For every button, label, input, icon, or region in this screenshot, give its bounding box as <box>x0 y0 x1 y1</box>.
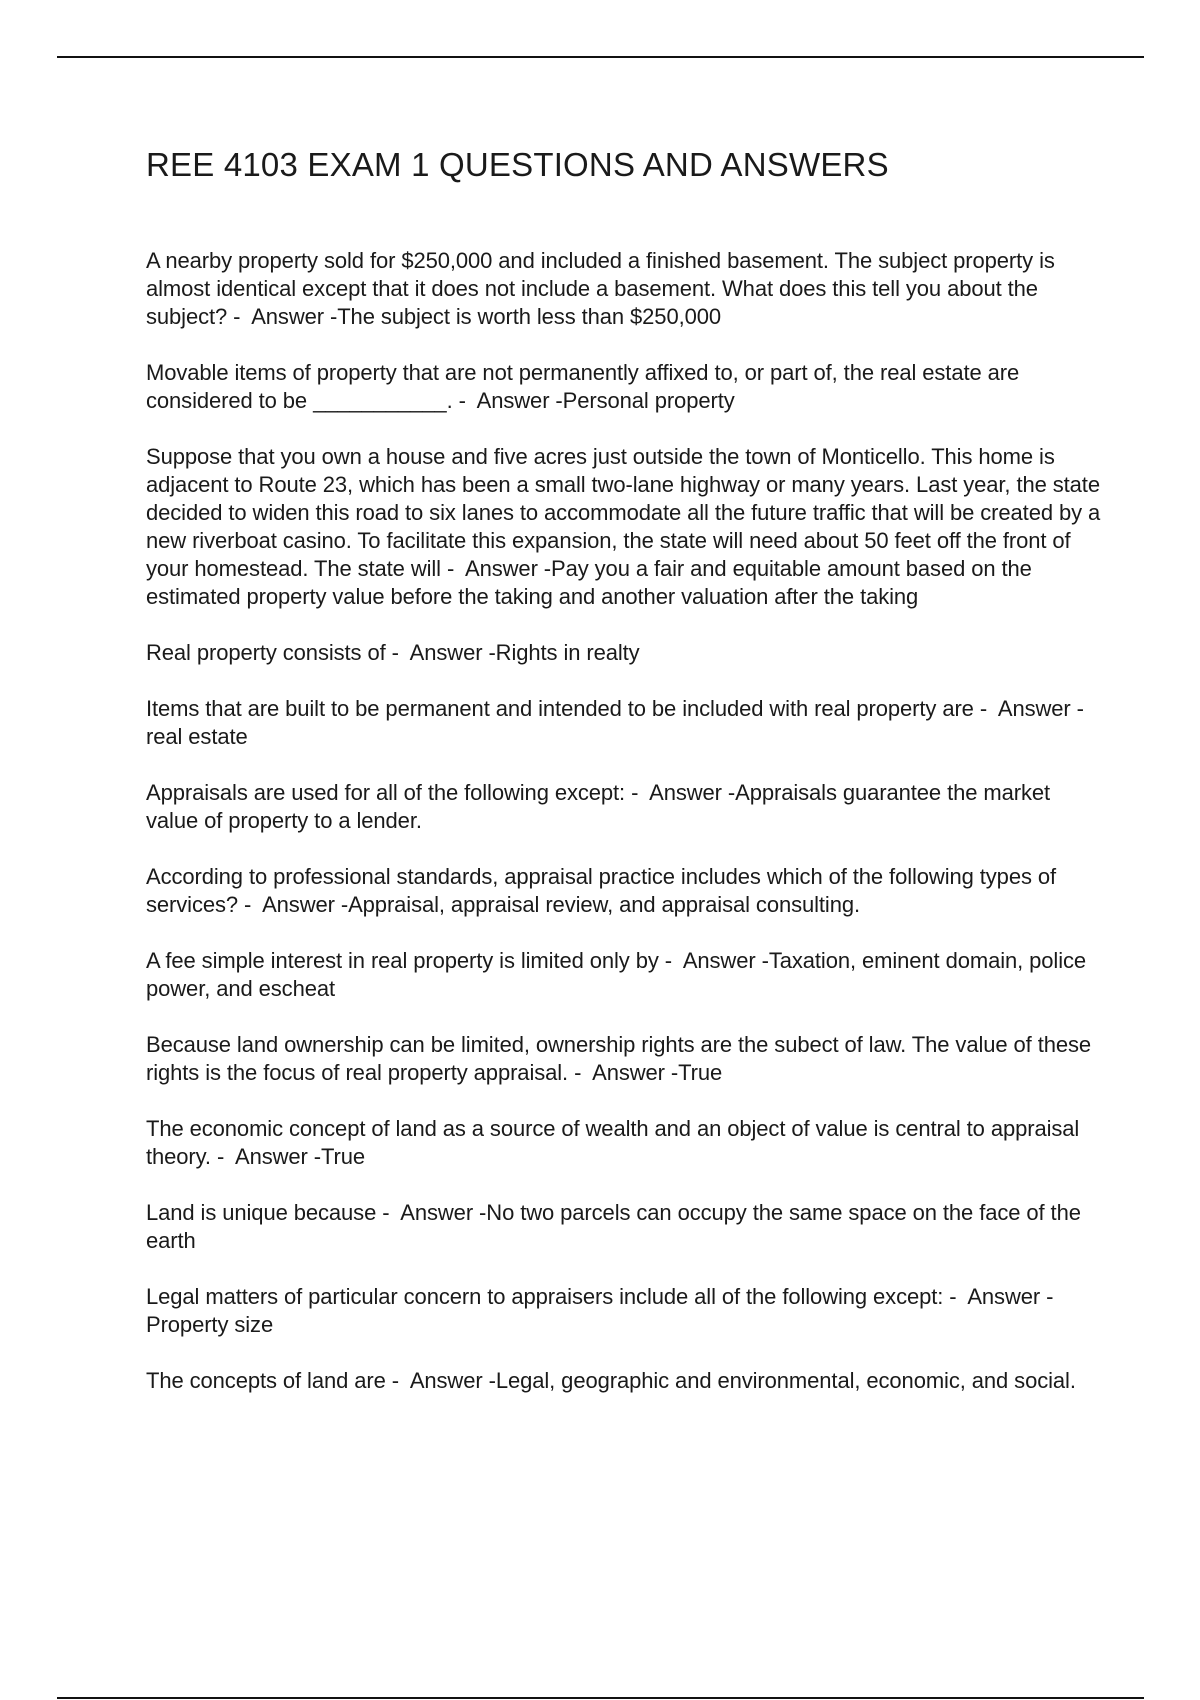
qa-separator: - <box>227 304 252 329</box>
answer-text: Property size <box>146 1312 274 1337</box>
document-title: REE 4103 EXAM 1 QUESTIONS AND ANSWERS <box>146 146 889 183</box>
qa-item <box>146 1283 1101 1339</box>
answer-text: True <box>321 1144 366 1169</box>
answer-text: Personal property <box>562 388 735 413</box>
qa-separator: - <box>238 892 263 917</box>
answer-text: real estate <box>146 724 248 749</box>
qa-item <box>146 947 1101 1003</box>
answer-label: Answer - <box>967 1284 1054 1309</box>
qa-item <box>146 863 1101 919</box>
qa-separator: - <box>943 1284 968 1309</box>
answer-label: Answer - <box>409 1368 496 1393</box>
question-text: Suppose that you own a house and five acres just outside the town of Monticello. This home is adjacent to Route 23, which has been a small two-lane highway or many years. Last year, the state decided to widen this road to six lanes to accommodate all the future traffic that will be created by a new riverboat casino. To facilitate this expansion, the state will need about 50 feet off the front of your homestead. The state will <box>146 444 1101 581</box>
answer-label: Answer - <box>251 304 338 329</box>
qa-item <box>146 1367 1101 1395</box>
qa-separator: - <box>385 1368 410 1393</box>
answer-label: Answer - <box>476 388 563 413</box>
qa-item <box>146 779 1101 835</box>
question-text: A fee simple interest in real property is limited only by <box>146 948 659 973</box>
qa-separator: - <box>440 556 466 581</box>
answer-label: Answer - <box>400 1200 487 1225</box>
qa-item <box>146 639 1101 667</box>
answer-text: Appraisals guarantee the market value of property to a lender. <box>146 780 1050 833</box>
answer-text: No two parcels can occupy the same space on the face of the earth <box>146 1200 1081 1253</box>
document-page <box>146 141 1101 1423</box>
answer-label: Answer - <box>465 556 552 581</box>
qa-separator: - <box>568 1060 593 1085</box>
qa-separator: - <box>385 640 410 665</box>
qa-item <box>146 1115 1101 1171</box>
answer-label: Answer - <box>997 696 1084 721</box>
qa-item <box>146 443 1101 611</box>
qa-item <box>146 247 1101 331</box>
question-text: The concepts of land are <box>146 1368 386 1393</box>
answer-label: Answer - <box>682 948 769 973</box>
answer-text: Taxation, eminent domain, police power, and escheat <box>146 948 1087 1001</box>
answer-text: Pay you a fair and equitable amount based on the estimated property value before the taking and another valuation after the taking <box>146 556 1032 609</box>
qa-item <box>146 1199 1101 1255</box>
qa-separator: - <box>210 1144 235 1169</box>
qa-item <box>146 1031 1101 1087</box>
answer-label: Answer - <box>592 1060 679 1085</box>
qa-separator: - <box>973 696 998 721</box>
answer-label: Answer - <box>649 780 736 805</box>
question-text: Movable items of property that are not permanently affixed to, or part of, the real estate are considered to be ___________. <box>146 360 1020 413</box>
answer-label: Answer - <box>262 892 349 917</box>
qa-separator: - <box>625 780 650 805</box>
qa-separator: - <box>452 388 477 413</box>
qa-item <box>146 359 1101 415</box>
answer-text: Appraisal, appraisal review, and appraisal consulting. <box>348 892 860 917</box>
question-text: Legal matters of particular concern to appraisers include all of the following except: <box>146 1284 944 1309</box>
answer-text: Legal, geographic and environmental, economic, and social. <box>495 1368 1076 1393</box>
question-text: Because land ownership can be limited, ownership rights are the subect of law. The value of these rights is the focus of real property appraisal. <box>146 1032 1092 1085</box>
answer-text: Rights in realty <box>495 640 640 665</box>
question-text: Appraisals are used for all of the following except: <box>146 780 626 805</box>
bottom-rule <box>57 1697 1144 1699</box>
question-text: Items that are built to be permanent and intended to be included with real property are <box>146 696 974 721</box>
qa-item <box>146 695 1101 751</box>
question-text: Real property consists of <box>146 640 386 665</box>
answer-text: The subject is worth less than $250,000 <box>337 304 721 329</box>
answer-label: Answer - <box>235 1144 321 1169</box>
question-text: According to professional standards, appraisal practice includes which of the following types of services? <box>146 864 1057 917</box>
qa-separator: - <box>658 948 683 973</box>
question-text: The economic concept of land as a source of wealth and an object of value is central to appraisal theory. <box>146 1116 1080 1169</box>
question-text: Land is unique because <box>146 1200 377 1225</box>
answer-label: Answer - <box>409 640 496 665</box>
qa-list <box>146 247 1101 1395</box>
qa-separator: - <box>376 1200 401 1225</box>
top-rule <box>57 56 1144 58</box>
question-text: A nearby property sold for $250,000 and included a finished basement. The subject property is almost identical except that it does not include a basement. What does this tell you about the subject? <box>146 248 1055 329</box>
answer-text: True <box>678 1060 723 1085</box>
